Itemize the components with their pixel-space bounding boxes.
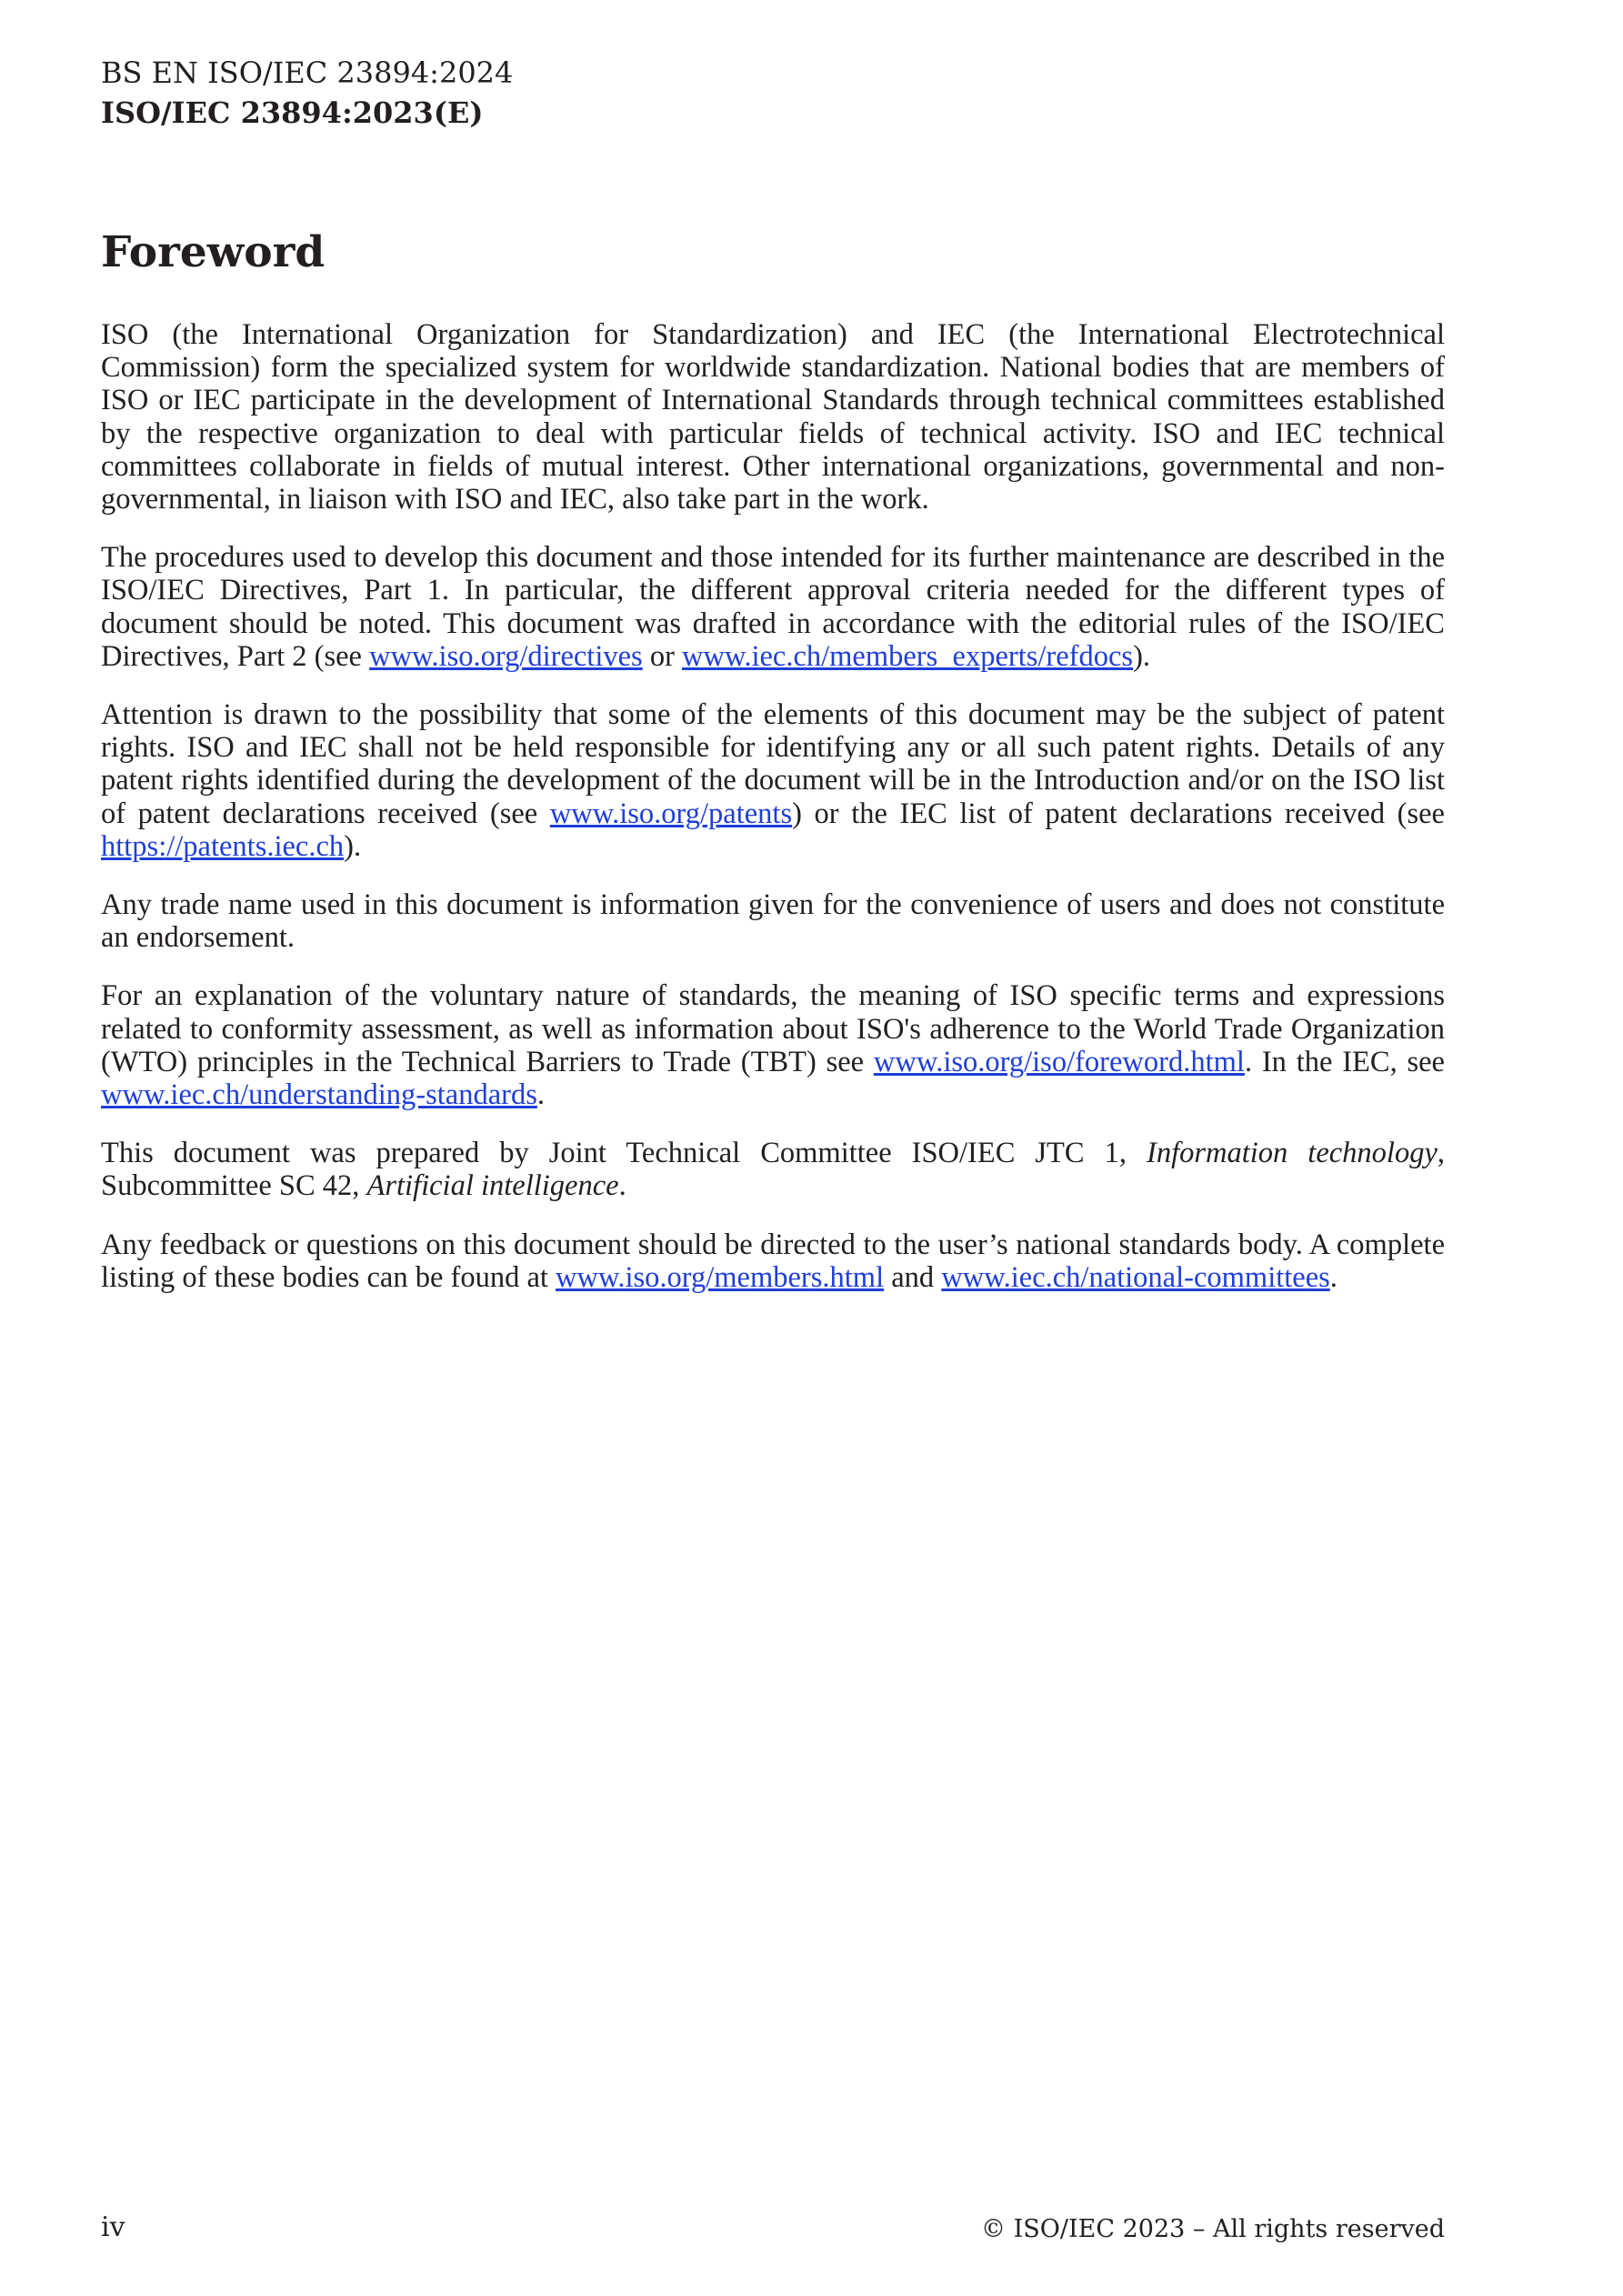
link-iso-foreword[interactable]: www.iso.org/iso/foreword.html <box>873 1045 1245 1078</box>
paragraph-3-text-2: ) or the IEC list of patent declarations received (see <box>792 797 1445 830</box>
paragraph-6-text-1: This document was prepared by Joint Technical Committee ISO/IEC JTC 1, <box>101 1137 1147 1170</box>
committee-name: Information technology <box>1147 1137 1438 1170</box>
paragraph-6 <box>101 1137 1445 1202</box>
page-title: Foreword <box>101 227 326 277</box>
paragraph-3-text-1: Attention is drawn to the possibility that some of the elements of this document may be the subject of patent rights. ISO and IEC shall not be held responsible for identifying any or all such patent rights. Details of any patent rights identified during the development of the document will be in the Introduction and/or on the ISO list of patent declarations received (see <box>101 698 1445 830</box>
paragraph-2 <box>101 541 1445 673</box>
paragraph-5-text-1: For an explanation of the voluntary nature of standards, the meaning of ISO specific terms and expressions related to conformity assessment, as well as information about ISO's adherence to the World Trade Organization (WTO) principles in the Technical Barriers to Trade (TBT) see <box>101 979 1445 1078</box>
copyright-notice: © ISO/IEC 2023 – All rights reserved <box>981 2215 1445 2243</box>
page-number: iv <box>101 2211 125 2243</box>
paragraph-5-text-3: . <box>536 1078 545 1112</box>
subcommittee-name: Artificial intelligence <box>366 1169 619 1203</box>
paragraph-2-text-2: or <box>642 639 683 673</box>
paragraph-7-text-1: Any feedback or questions on this document should be directed to the user’s national standards body. A complete listing of these bodies can be found at <box>101 1228 1445 1294</box>
paragraph-7 <box>101 1228 1445 1294</box>
paragraph-3-text-3: ). <box>344 829 362 863</box>
paragraph-2-text-3: ). <box>1133 639 1151 673</box>
link-iso-directives[interactable]: www.iso.org/directives <box>369 639 643 673</box>
document-header <box>101 53 513 133</box>
link-iec-refdocs[interactable]: www.iec.ch/members_experts/refdocs <box>682 639 1134 673</box>
link-iso-patents[interactable]: www.iso.org/patents <box>549 797 793 830</box>
paragraph-1: ISO (the International Organization for Standardization) and IEC (the International Electrotechnical Commission) form the specialized system for worldwide standardization. National bodies that are members of ISO or IEC participate in the development of International Standards through technical committees established by the respective organization to deal with particular fields of technical activity. ISO and IEC technical committees collaborate in fields of mutual interest. Other international organizations, governmental and non-governmental, in liaison with ISO and IEC, also take part in the work. <box>101 318 1445 516</box>
link-iec-national-committees[interactable]: www.iec.ch/national-committees <box>941 1260 1330 1294</box>
paragraph-5-text-2: . In the IEC, see <box>1244 1045 1445 1078</box>
standard-reference-iso: ISO/IEC 23894:2023(E) <box>101 95 484 130</box>
paragraph-4: Any trade name used in this document is information given for the convenience of users and does not constitute an endorsement. <box>101 888 1445 955</box>
paragraph-2-text-1: The procedures used to develop this document and those intended for its further maintenance are described in the ISO/IEC Directives, Part 1. In particular, the different approval criteria needed for the different types of document should be noted. This document was drafted in accordance with the editorial rules of the ISO/IEC Directives, Part 2 (see <box>101 541 1445 673</box>
link-iec-patents[interactable]: https://patents.iec.ch <box>101 829 345 863</box>
paragraph-7-text-3: . <box>1329 1260 1337 1294</box>
paragraph-3 <box>101 698 1445 863</box>
link-iec-understanding-standards[interactable]: www.iec.ch/understanding-standards <box>101 1078 537 1112</box>
paragraph-6-text-3: . <box>618 1169 626 1203</box>
paragraph-5 <box>101 979 1445 1111</box>
link-iso-members[interactable]: www.iso.org/members.html <box>556 1260 885 1294</box>
paragraph-6-text-2: , Subcommittee SC 42, <box>101 1137 1446 1203</box>
paragraph-7-text-2: and <box>884 1260 942 1294</box>
foreword-body <box>101 318 1445 1319</box>
standard-reference-bs: BS EN ISO/IEC 23894:2024 <box>101 55 514 90</box>
